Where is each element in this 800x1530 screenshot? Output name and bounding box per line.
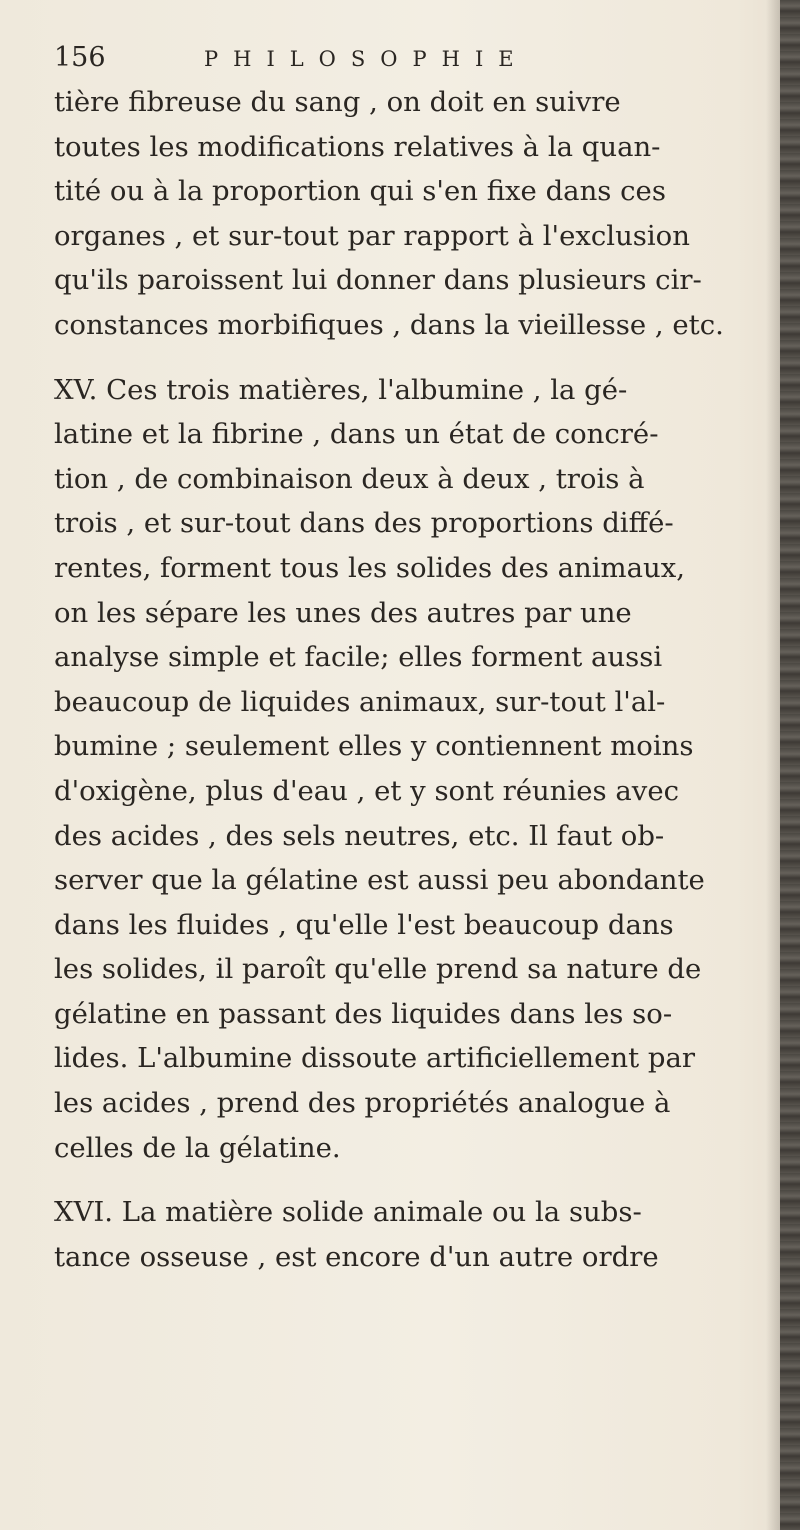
- text-line: rentes, forment tous les solides des animaux,: [54, 551, 685, 584]
- page-header: [54, 40, 744, 84]
- body-text: [54, 80, 754, 1279]
- text-line: dans les fluides , qu'elle l'est beaucoup dans: [54, 908, 674, 941]
- text-line: constances morbifiques , dans la vieillesse , etc.: [54, 308, 724, 341]
- text-line: organes , et sur-tout par rapport à l'exclusion: [54, 219, 690, 252]
- text-line: beaucoup de liquides animaux, sur-tout l'al-: [54, 685, 666, 718]
- text-line: qu'ils paroissent lui donner dans plusieurs cir-: [54, 264, 702, 297]
- text-line: tière fibreuse du sang , on doit en suivre: [54, 86, 621, 118]
- text-line: les acides , prend des propriétés analogue à: [54, 1087, 671, 1120]
- running-title: PHILOSOPHIE: [204, 47, 529, 71]
- text-line: tion , de combinaison deux à deux , trois à: [54, 462, 645, 495]
- text-line: les solides, il paroît qu'elle prend sa nature de: [54, 953, 702, 986]
- text-line: on les sépare les unes des autres par une: [54, 596, 632, 629]
- text-line: trois , et sur-tout dans des proportions diffé-: [54, 507, 674, 540]
- text-line: toutes les modifications relatives à la quan-: [54, 130, 661, 163]
- text-line: gélatine en passant des liquides dans les so-: [54, 997, 673, 1030]
- text-line: server que la gélatine est aussi peu abondante: [54, 864, 705, 897]
- text-line: analyse simple et facile; elles forment aussi: [54, 641, 663, 674]
- text-line: d'oxigène, plus d'eau , et y sont réunies avec: [54, 774, 679, 807]
- binding-shadow: [766, 0, 780, 1530]
- text-line: lides. L'albumine dissoute artificiellement par: [54, 1042, 696, 1075]
- text-line: tité ou à la proportion qui s'en fixe dans ces: [54, 175, 666, 208]
- text-line: latine et la fibrine , dans un état de concré-: [54, 418, 659, 451]
- page-number: 156: [54, 42, 106, 73]
- text-line: tance osseuse , est encore d'un autre ordre: [54, 1240, 659, 1273]
- text-line: XVI. La matière solide animale ou la subs-: [54, 1196, 642, 1229]
- paragraph-1: [54, 80, 754, 348]
- book-binding-edge: [780, 0, 800, 1530]
- text-line: des acides , des sels neutres, etc. Il faut ob-: [54, 819, 665, 852]
- text-line: celles de la gélatine.: [54, 1131, 341, 1164]
- text-line: XV. Ces trois matières, l'albumine , la gé-: [54, 373, 628, 406]
- paragraph-gap: [54, 1170, 754, 1190]
- paragraph-2: [54, 368, 754, 1171]
- paragraph-3: [54, 1190, 754, 1279]
- text-line: bumine ; seulement elles y contiennent moins: [54, 730, 694, 763]
- paragraph-gap: [54, 348, 754, 368]
